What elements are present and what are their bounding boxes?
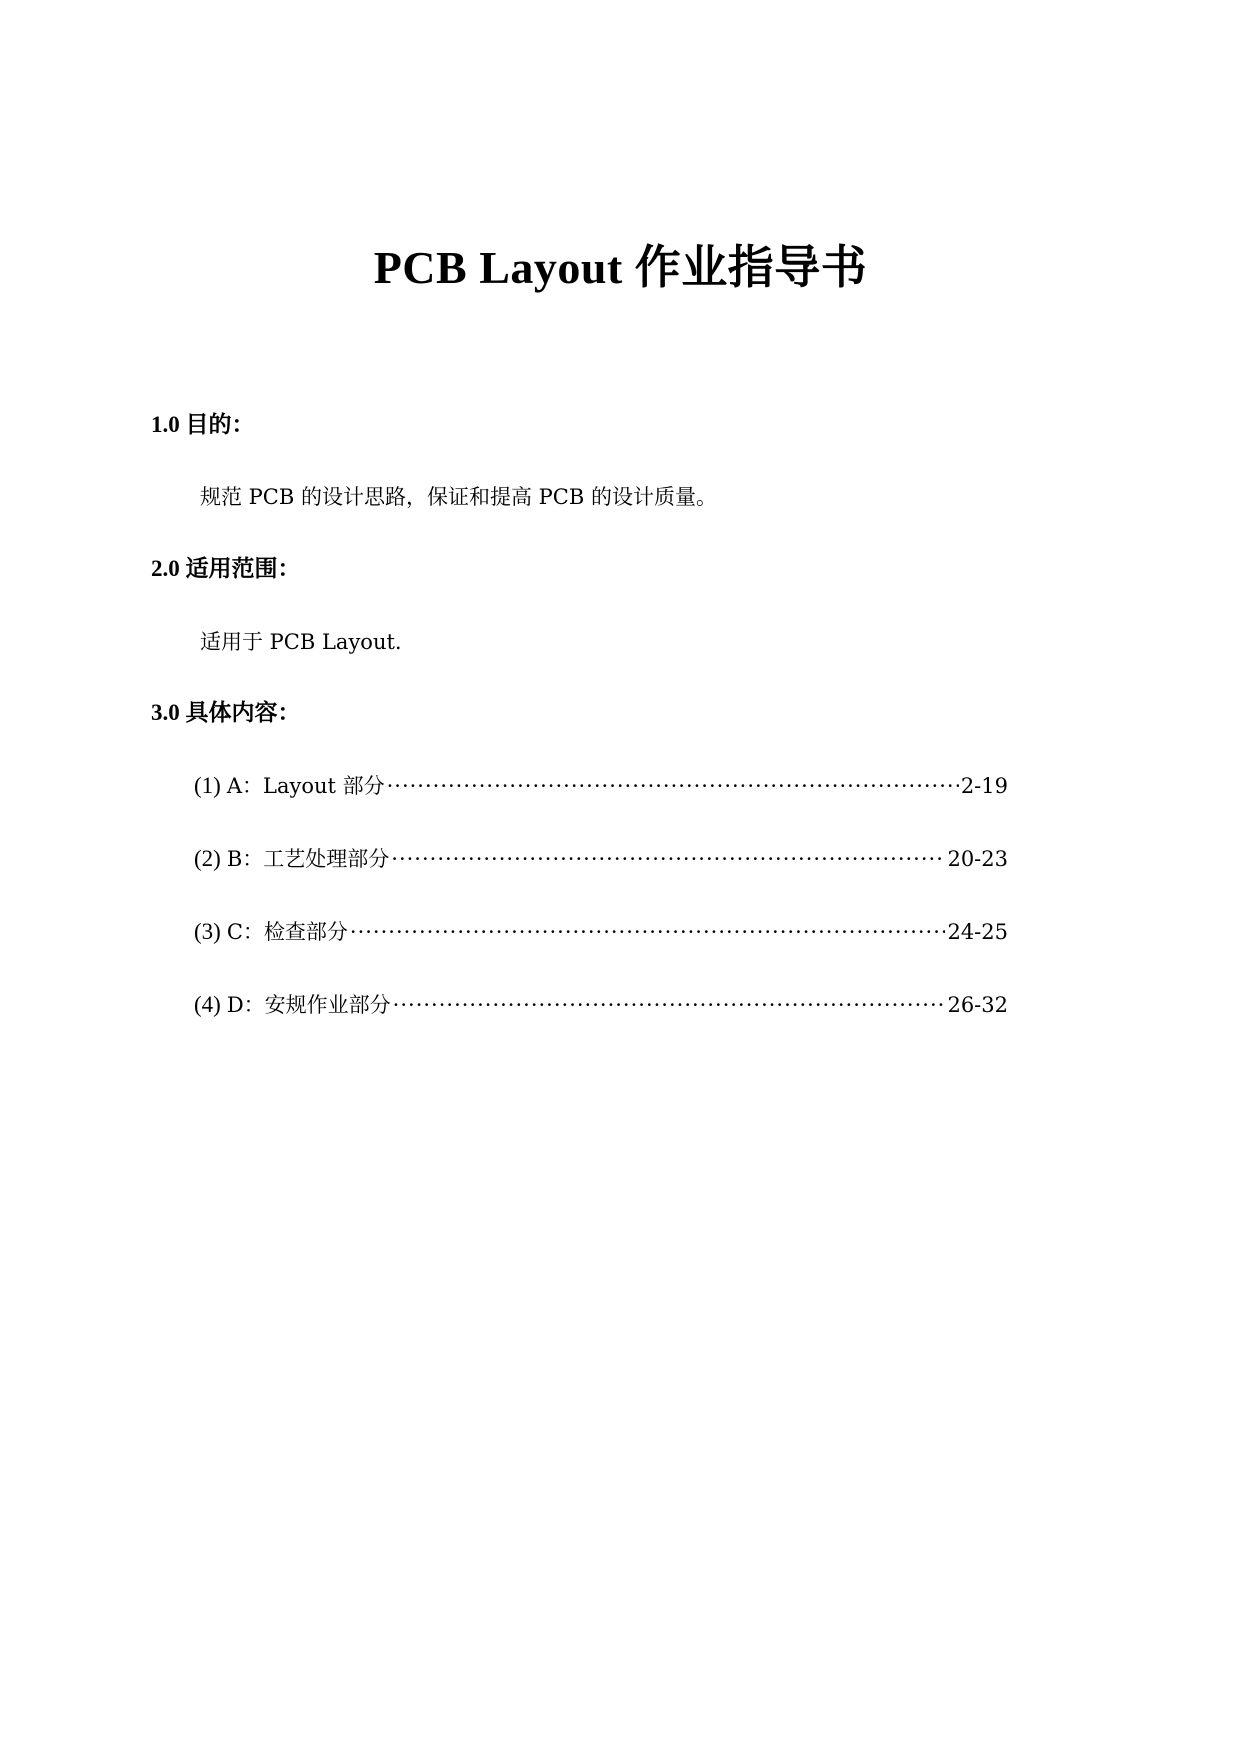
toc-entry-pages: 26-32 (947, 993, 1008, 1017)
toc-entry (194, 990, 1008, 1020)
toc-entry (194, 844, 1008, 874)
toc-entry-label: A：Layout 部分 (226, 774, 385, 798)
toc-entry-number: (4) (194, 992, 221, 1017)
section-heading-scope: 2.0 适用范围： (151, 556, 301, 581)
section-heading-purpose: 1.0 目的： (151, 412, 255, 437)
toc-entry (194, 917, 1008, 947)
toc-dot-leader (393, 990, 946, 1020)
toc-dot-leader (350, 917, 946, 947)
section-body-scope: 适用于 PCB Layout. (200, 630, 402, 654)
toc-entry (194, 771, 1008, 801)
toc-entry-number: (2) (194, 846, 221, 871)
toc-dot-leader (387, 771, 959, 801)
section-body-purpose: 规范 PCB 的设计思路，保证和提高 PCB 的设计质量。 (200, 485, 717, 509)
section-heading-contents: 3.0 具体内容： (151, 700, 301, 725)
toc-entry-label: C：检查部分 (226, 920, 348, 944)
toc-entry-pages: 20-23 (947, 847, 1008, 871)
toc-dot-leader (391, 844, 945, 874)
toc-entry-number: (3) (194, 919, 221, 944)
toc-entry-pages: 2-19 (960, 774, 1008, 798)
toc-entry-number: (1) (194, 773, 221, 798)
toc-entry-label: B：工艺处理部分 (226, 847, 390, 871)
toc-entry-pages: 24-25 (947, 920, 1008, 944)
document-title: PCB Layout 作业指导书 (373, 242, 868, 293)
toc-entry-label: D：安规作业部分 (226, 993, 391, 1017)
